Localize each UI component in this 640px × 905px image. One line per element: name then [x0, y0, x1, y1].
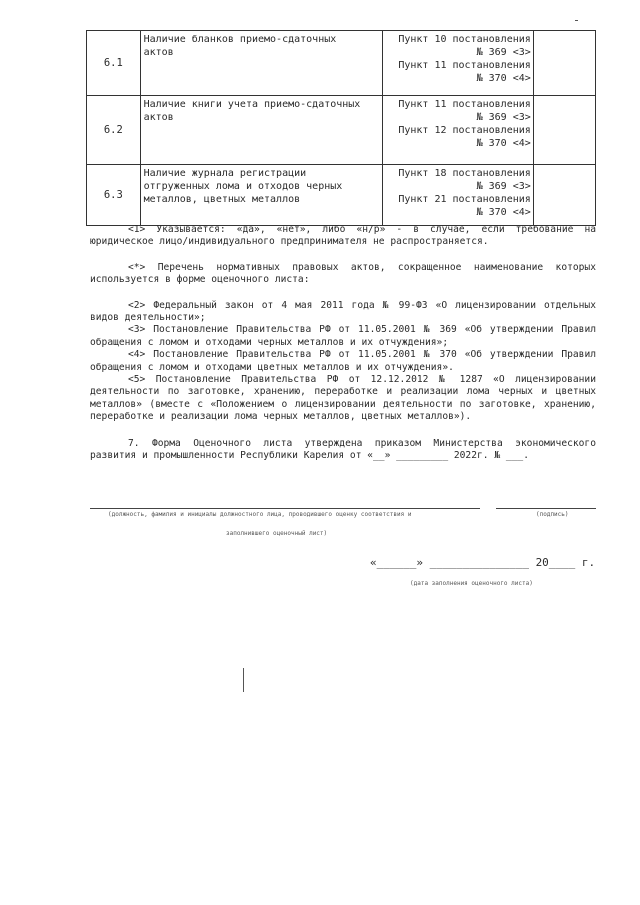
- requirement-line: Наличие журнала регистрации: [143, 168, 307, 179]
- footnote-3: <3> Постановление Правительства РФ от 11.05.2001 № 369 «Об утверждении Правил обращения с ломом и отходами черных металлов и их отчуждения»;: [90, 324, 596, 348]
- legal-act-cell: [383, 165, 534, 226]
- requirement-line: актов: [143, 112, 174, 123]
- signature-caption: (подпись): [536, 511, 569, 518]
- row-number: 6.3: [87, 165, 141, 226]
- approval-note: 7. Форма Оценочного листа утверждена приказом Министерства экономического развития и промышленности Республики Карелия от «__» _________ 2022г. № ___.: [90, 437, 596, 462]
- requirement-cell: [140, 96, 383, 165]
- date-caption: (дата заполнения оценочного листа): [410, 580, 533, 587]
- legal-act-line: № 369 <3>: [476, 112, 531, 123]
- table-row: [87, 31, 596, 96]
- signer-name-line: [90, 508, 480, 509]
- footnote-4: <4> Постановление Правительства РФ от 11.05.2001 № 370 «Об утверждении Правил обращения с ломом и отходами цветных металлов и их отчуждения».: [90, 349, 596, 373]
- footnote-2: <2> Федеральный закон от 4 мая 2011 года № 99-ФЗ «О лицензировании отдельных видов деятельности»;: [90, 299, 596, 324]
- requirement-cell: [140, 165, 383, 226]
- answer-cell: [533, 165, 595, 226]
- footnotes: [90, 224, 596, 463]
- legal-act-line: Пункт 18 постановления: [398, 168, 531, 179]
- table-row: [87, 96, 596, 165]
- footnote-star: <*> Перечень нормативных правовых актов, сокращенное наименование которых используется в форме оценочного листа:: [90, 261, 596, 286]
- legal-act-line: Пункт 11 постановления: [398, 60, 531, 71]
- requirement-line: Наличие книги учета приемо-сдаточных: [143, 99, 361, 110]
- row-number: 6.2: [87, 96, 141, 165]
- legal-act-line: № 370 <4>: [476, 73, 531, 84]
- signer-caption-2: заполнившего оценочный лист): [226, 530, 328, 537]
- legal-act-cell: [383, 31, 534, 96]
- requirement-line: актов: [143, 47, 174, 58]
- row-number: 6.1: [87, 31, 141, 96]
- table-row: [87, 165, 596, 226]
- scan-mark: [243, 668, 244, 692]
- legal-act-line: Пункт 12 постановления: [398, 125, 531, 136]
- answer-cell: [533, 31, 595, 96]
- requirement-line: отгруженных лома и отходов черных: [143, 181, 343, 192]
- legal-act-line: Пункт 21 постановления: [398, 194, 531, 205]
- requirement-cell: [140, 31, 383, 96]
- legal-act-line: № 370 <4>: [476, 207, 531, 218]
- signer-caption: (должность, фамилия и инициалы должностного лица, проводившего оценку соответствия и: [108, 511, 412, 518]
- legal-act-cell: [383, 96, 534, 165]
- scan-mark: [575, 20, 578, 21]
- fill-date: «______» _______________ 20____ г.: [370, 556, 596, 569]
- legal-act-line: Пункт 10 постановления: [398, 34, 531, 45]
- requirements-table: [86, 30, 596, 226]
- legal-act-line: № 369 <3>: [476, 47, 531, 58]
- footnote-1: <1> Указывается: «да», «нет», либо «н/р» - в случае, если требование на юридическое лицо/индивидуального предпринимателя не распространяется.: [90, 224, 596, 248]
- legal-act-line: Пункт 11 постановления: [398, 99, 531, 110]
- answer-cell: [533, 96, 595, 165]
- footnote-5: <5> Постановление Правительства РФ от 12.12.2012 № 1287 «О лицензировании деятельности по заготовке, хранению, переработке и реализации лома черных и цветных металлов» (вместе с «Положением о лицензировании деятельности по заготовке, хранению, переработке и реализации лома черных металлов, цветных металлов»).: [90, 374, 596, 423]
- requirement-line: металлов, цветных металлов: [143, 194, 301, 205]
- requirement-line: Наличие бланков приемо-сдаточных: [143, 34, 337, 45]
- legal-act-line: № 369 <3>: [476, 181, 531, 192]
- legal-act-line: № 370 <4>: [476, 138, 531, 149]
- signature-line: [496, 508, 596, 509]
